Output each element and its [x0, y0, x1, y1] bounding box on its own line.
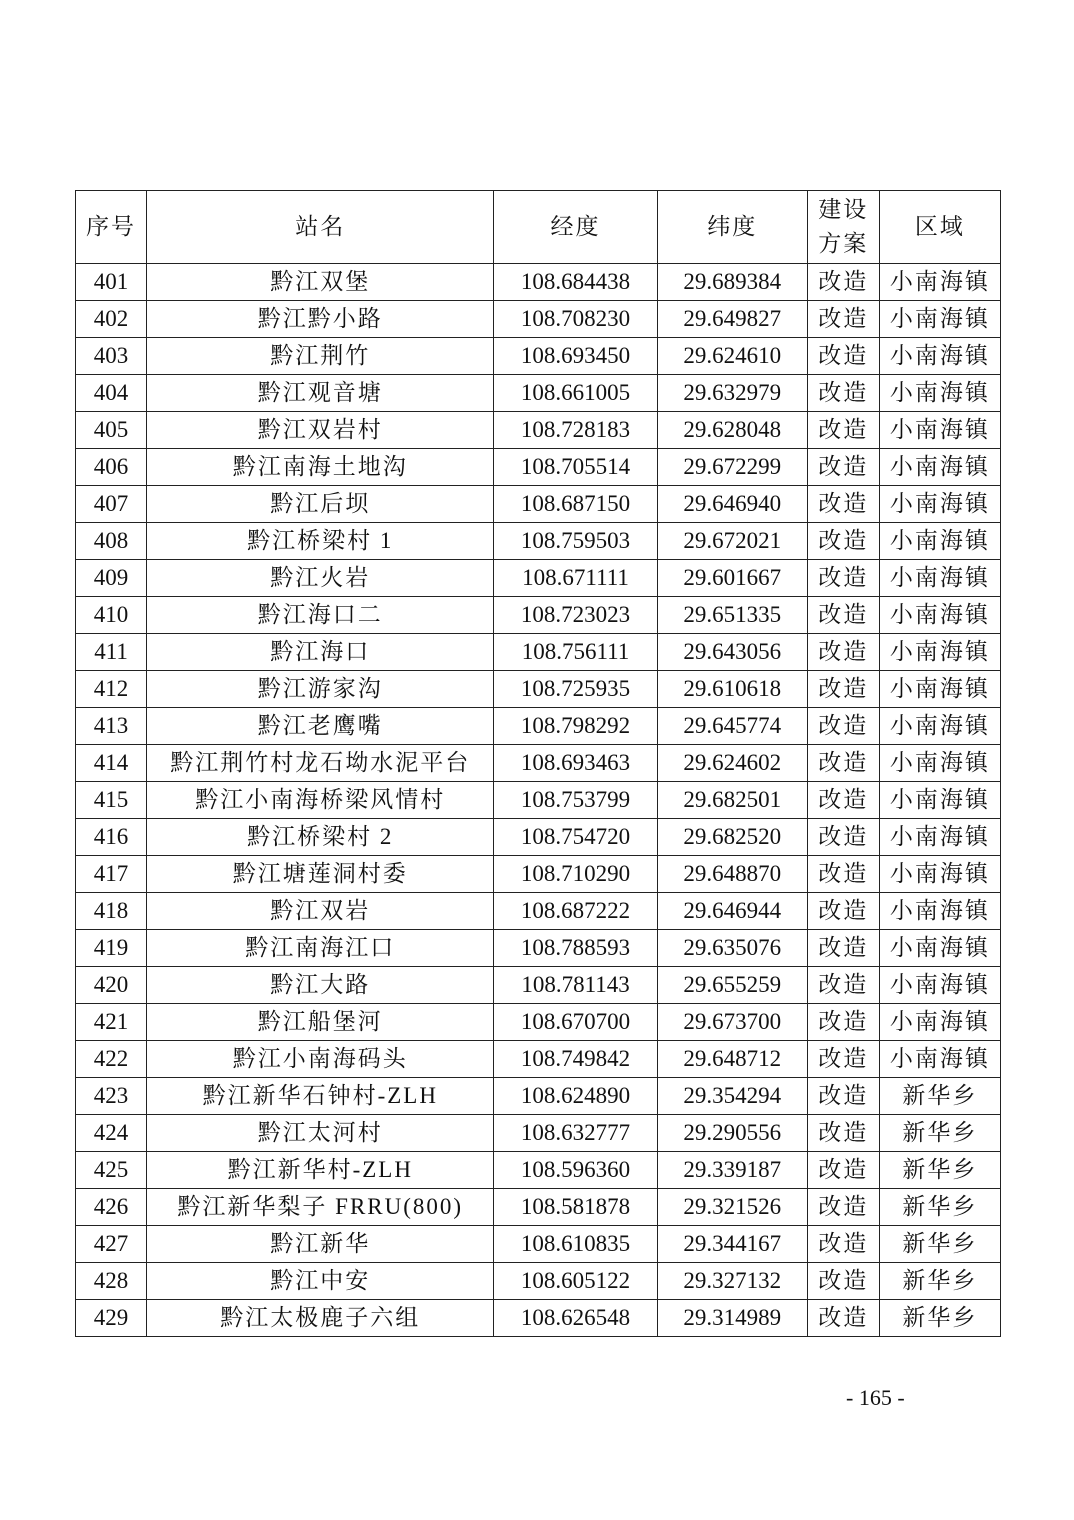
cell-longitude: 108.708230: [494, 301, 657, 338]
cell-area: 小南海镇: [879, 523, 1000, 560]
cell-area: 小南海镇: [879, 338, 1000, 375]
cell-longitude: 108.626548: [494, 1300, 657, 1337]
cell-no: 424: [76, 1115, 147, 1152]
cell-no: 422: [76, 1041, 147, 1078]
cell-name: 黔江海口二: [147, 597, 494, 634]
cell-no: 420: [76, 967, 147, 1004]
table-row: [76, 634, 1001, 671]
table-row: [76, 1226, 1001, 1263]
cell-latitude: 29.628048: [657, 412, 807, 449]
cell-longitude: 108.753799: [494, 782, 657, 819]
cell-plan: 改造: [807, 1263, 879, 1300]
table-row: [76, 930, 1001, 967]
cell-no: 427: [76, 1226, 147, 1263]
cell-longitude: 108.693450: [494, 338, 657, 375]
table-row: [76, 1041, 1001, 1078]
cell-area: 小南海镇: [879, 819, 1000, 856]
cell-no: 401: [76, 264, 147, 301]
cell-longitude: 108.723023: [494, 597, 657, 634]
cell-name: 黔江新华村-ZLH: [147, 1152, 494, 1189]
cell-area: 新华乡: [879, 1226, 1000, 1263]
cell-latitude: 29.290556: [657, 1115, 807, 1152]
cell-name: 黔江新华: [147, 1226, 494, 1263]
table-row: [76, 1115, 1001, 1152]
cell-plan: 改造: [807, 560, 879, 597]
cell-longitude: 108.671111: [494, 560, 657, 597]
header-longitude: 经度: [494, 191, 657, 264]
cell-no: 404: [76, 375, 147, 412]
cell-area: 小南海镇: [879, 708, 1000, 745]
table-row: [76, 856, 1001, 893]
cell-no: 416: [76, 819, 147, 856]
cell-area: 新华乡: [879, 1263, 1000, 1300]
cell-name: 黔江双堡: [147, 264, 494, 301]
cell-area: 小南海镇: [879, 597, 1000, 634]
cell-longitude: 108.728183: [494, 412, 657, 449]
header-area: 区域: [879, 191, 1000, 264]
cell-name: 黔江大路: [147, 967, 494, 1004]
cell-plan: 改造: [807, 412, 879, 449]
cell-plan: 改造: [807, 1115, 879, 1152]
cell-no: 415: [76, 782, 147, 819]
cell-area: 小南海镇: [879, 264, 1000, 301]
cell-plan: 改造: [807, 856, 879, 893]
cell-name: 黔江南海江口: [147, 930, 494, 967]
cell-plan: 改造: [807, 782, 879, 819]
table-row: [76, 523, 1001, 560]
cell-area: 小南海镇: [879, 449, 1000, 486]
cell-no: 426: [76, 1189, 147, 1226]
cell-latitude: 29.624610: [657, 338, 807, 375]
cell-area: 新华乡: [879, 1152, 1000, 1189]
cell-no: 408: [76, 523, 147, 560]
cell-latitude: 29.682520: [657, 819, 807, 856]
cell-no: 417: [76, 856, 147, 893]
cell-name: 黔江游家沟: [147, 671, 494, 708]
cell-area: 新华乡: [879, 1115, 1000, 1152]
cell-plan: 改造: [807, 1078, 879, 1115]
cell-longitude: 108.705514: [494, 449, 657, 486]
cell-name: 黔江南海土地沟: [147, 449, 494, 486]
table-row: [76, 1189, 1001, 1226]
cell-longitude: 108.759503: [494, 523, 657, 560]
cell-latitude: 29.339187: [657, 1152, 807, 1189]
cell-area: 小南海镇: [879, 745, 1000, 782]
cell-no: 429: [76, 1300, 147, 1337]
cell-name: 黔江桥梁村 2: [147, 819, 494, 856]
cell-latitude: 29.672021: [657, 523, 807, 560]
cell-latitude: 29.354294: [657, 1078, 807, 1115]
cell-area: 新华乡: [879, 1189, 1000, 1226]
cell-latitude: 29.682501: [657, 782, 807, 819]
cell-plan: 改造: [807, 967, 879, 1004]
cell-name: 黔江荆竹村龙石坳水泥平台: [147, 745, 494, 782]
cell-no: 428: [76, 1263, 147, 1300]
cell-no: 421: [76, 1004, 147, 1041]
cell-name: 黔江老鹰嘴: [147, 708, 494, 745]
cell-latitude: 29.646940: [657, 486, 807, 523]
table-row: [76, 375, 1001, 412]
cell-area: 新华乡: [879, 1300, 1000, 1337]
cell-plan: 改造: [807, 930, 879, 967]
cell-plan: 改造: [807, 1300, 879, 1337]
cell-no: 414: [76, 745, 147, 782]
cell-plan: 改造: [807, 1004, 879, 1041]
cell-area: 小南海镇: [879, 782, 1000, 819]
cell-longitude: 108.605122: [494, 1263, 657, 1300]
cell-name: 黔江太极鹿子六组: [147, 1300, 494, 1337]
cell-area: 小南海镇: [879, 967, 1000, 1004]
cell-area: 小南海镇: [879, 671, 1000, 708]
cell-plan: 改造: [807, 597, 879, 634]
cell-latitude: 29.673700: [657, 1004, 807, 1041]
cell-no: 412: [76, 671, 147, 708]
cell-area: 小南海镇: [879, 1041, 1000, 1078]
cell-plan: 改造: [807, 1226, 879, 1263]
cell-latitude: 29.648712: [657, 1041, 807, 1078]
cell-plan: 改造: [807, 1152, 879, 1189]
cell-plan: 改造: [807, 671, 879, 708]
cell-name: 黔江船堡河: [147, 1004, 494, 1041]
cell-longitude: 108.687222: [494, 893, 657, 930]
cell-name: 黔江双岩村: [147, 412, 494, 449]
table-row: [76, 893, 1001, 930]
cell-name: 黔江海口: [147, 634, 494, 671]
page-number: - 165 -: [846, 1385, 905, 1410]
cell-area: 小南海镇: [879, 301, 1000, 338]
cell-no: 406: [76, 449, 147, 486]
cell-longitude: 108.596360: [494, 1152, 657, 1189]
cell-plan: 改造: [807, 1189, 879, 1226]
cell-plan: 改造: [807, 893, 879, 930]
cell-longitude: 108.687150: [494, 486, 657, 523]
cell-no: 413: [76, 708, 147, 745]
table-row: [76, 1263, 1001, 1300]
cell-plan: 改造: [807, 523, 879, 560]
cell-longitude: 108.693463: [494, 745, 657, 782]
header-plan-line2: 方案: [818, 231, 869, 256]
cell-longitude: 108.781143: [494, 967, 657, 1004]
cell-no: 409: [76, 560, 147, 597]
cell-longitude: 108.725935: [494, 671, 657, 708]
cell-name: 黔江新华梨子 FRRU(800): [147, 1189, 494, 1226]
cell-plan: 改造: [807, 634, 879, 671]
table-row: [76, 782, 1001, 819]
table-row: [76, 1152, 1001, 1189]
cell-no: 403: [76, 338, 147, 375]
cell-area: 小南海镇: [879, 486, 1000, 523]
cell-longitude: 108.788593: [494, 930, 657, 967]
cell-latitude: 29.689384: [657, 264, 807, 301]
cell-latitude: 29.646944: [657, 893, 807, 930]
cell-plan: 改造: [807, 264, 879, 301]
cell-longitude: 108.632777: [494, 1115, 657, 1152]
cell-no: 402: [76, 301, 147, 338]
cell-area: 小南海镇: [879, 893, 1000, 930]
cell-plan: 改造: [807, 301, 879, 338]
cell-name: 黔江观音塘: [147, 375, 494, 412]
cell-latitude: 29.655259: [657, 967, 807, 1004]
cell-longitude: 108.749842: [494, 1041, 657, 1078]
cell-area: 小南海镇: [879, 634, 1000, 671]
cell-no: 410: [76, 597, 147, 634]
cell-latitude: 29.344167: [657, 1226, 807, 1263]
table-body: [76, 264, 1001, 1337]
cell-plan: 改造: [807, 375, 879, 412]
table-row: [76, 264, 1001, 301]
cell-name: 黔江双岩: [147, 893, 494, 930]
cell-plan: 改造: [807, 449, 879, 486]
cell-longitude: 108.798292: [494, 708, 657, 745]
cell-area: 新华乡: [879, 1078, 1000, 1115]
header-name: 站名: [147, 191, 494, 264]
cell-no: 405: [76, 412, 147, 449]
cell-plan: 改造: [807, 338, 879, 375]
cell-no: 411: [76, 634, 147, 671]
cell-latitude: 29.632979: [657, 375, 807, 412]
cell-longitude: 108.581878: [494, 1189, 657, 1226]
cell-area: 小南海镇: [879, 856, 1000, 893]
cell-no: 419: [76, 930, 147, 967]
cell-latitude: 29.314989: [657, 1300, 807, 1337]
cell-longitude: 108.756111: [494, 634, 657, 671]
cell-name: 黔江中安: [147, 1263, 494, 1300]
cell-latitude: 29.643056: [657, 634, 807, 671]
table-row: [76, 708, 1001, 745]
header-latitude: 纬度: [657, 191, 807, 264]
table-row: [76, 486, 1001, 523]
table-row: [76, 301, 1001, 338]
cell-area: 小南海镇: [879, 1004, 1000, 1041]
cell-latitude: 29.624602: [657, 745, 807, 782]
cell-name: 黔江桥梁村 1: [147, 523, 494, 560]
cell-area: 小南海镇: [879, 930, 1000, 967]
site-table: [75, 190, 1001, 1337]
table-row: [76, 1078, 1001, 1115]
cell-longitude: 108.661005: [494, 375, 657, 412]
cell-latitude: 29.327132: [657, 1263, 807, 1300]
cell-no: 418: [76, 893, 147, 930]
cell-no: 423: [76, 1078, 147, 1115]
cell-name: 黔江黔小路: [147, 301, 494, 338]
cell-name: 黔江小南海码头: [147, 1041, 494, 1078]
cell-latitude: 29.610618: [657, 671, 807, 708]
cell-area: 小南海镇: [879, 560, 1000, 597]
table-row: [76, 412, 1001, 449]
cell-longitude: 108.610835: [494, 1226, 657, 1263]
cell-area: 小南海镇: [879, 412, 1000, 449]
header-plan: [807, 191, 879, 264]
table-row: [76, 1300, 1001, 1337]
header-no: 序号: [76, 191, 147, 264]
header-plan-line1: 建设: [818, 197, 869, 222]
cell-name: 黔江火岩: [147, 560, 494, 597]
cell-no: 407: [76, 486, 147, 523]
table-row: [76, 671, 1001, 708]
cell-name: 黔江后坝: [147, 486, 494, 523]
cell-longitude: 108.684438: [494, 264, 657, 301]
cell-name: 黔江塘莲洞村委: [147, 856, 494, 893]
cell-longitude: 108.710290: [494, 856, 657, 893]
table-row: [76, 819, 1001, 856]
table-row: [76, 449, 1001, 486]
cell-plan: 改造: [807, 1041, 879, 1078]
cell-longitude: 108.754720: [494, 819, 657, 856]
cell-name: 黔江新华石钟村-ZLH: [147, 1078, 494, 1115]
table-row: [76, 1004, 1001, 1041]
table-header-row: [76, 191, 1001, 264]
cell-latitude: 29.321526: [657, 1189, 807, 1226]
cell-plan: 改造: [807, 486, 879, 523]
cell-name: 黔江小南海桥梁风情村: [147, 782, 494, 819]
cell-latitude: 29.601667: [657, 560, 807, 597]
cell-plan: 改造: [807, 819, 879, 856]
cell-plan: 改造: [807, 745, 879, 782]
cell-latitude: 29.645774: [657, 708, 807, 745]
cell-latitude: 29.649827: [657, 301, 807, 338]
cell-plan: 改造: [807, 708, 879, 745]
cell-no: 425: [76, 1152, 147, 1189]
cell-latitude: 29.651335: [657, 597, 807, 634]
cell-latitude: 29.672299: [657, 449, 807, 486]
cell-name: 黔江荆竹: [147, 338, 494, 375]
table-row: [76, 560, 1001, 597]
cell-area: 小南海镇: [879, 375, 1000, 412]
table-row: [76, 745, 1001, 782]
cell-latitude: 29.648870: [657, 856, 807, 893]
table-row: [76, 967, 1001, 1004]
table-row: [76, 338, 1001, 375]
table-row: [76, 597, 1001, 634]
cell-name: 黔江太河村: [147, 1115, 494, 1152]
cell-latitude: 29.635076: [657, 930, 807, 967]
cell-longitude: 108.624890: [494, 1078, 657, 1115]
cell-longitude: 108.670700: [494, 1004, 657, 1041]
